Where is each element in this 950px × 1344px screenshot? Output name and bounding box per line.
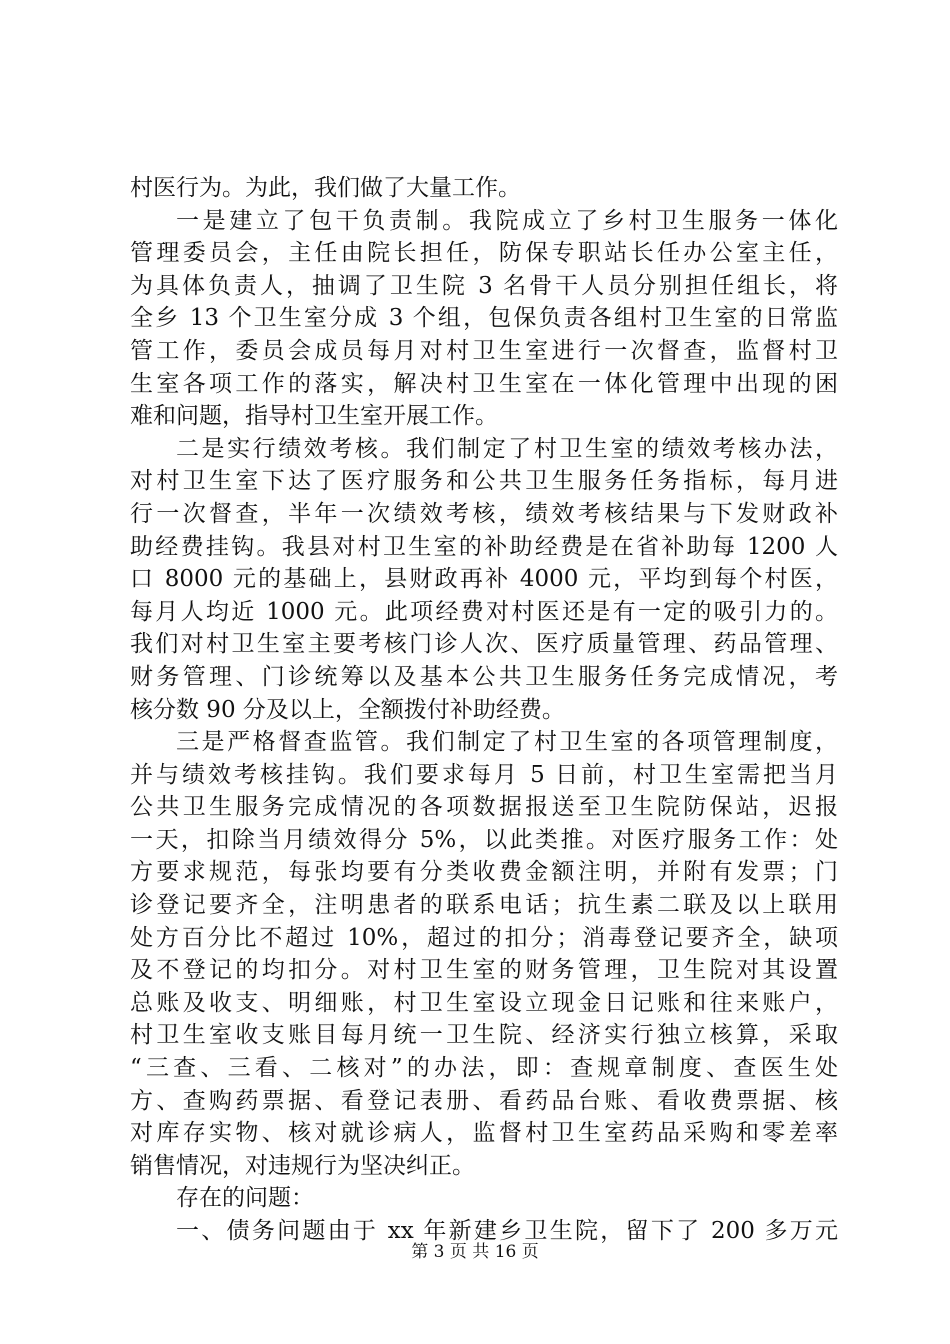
text-line: 村卫生室收支账目每月统一卫生院、经济实行独立核算，采取 <box>130 1022 838 1049</box>
text-line: 村医行为。为此，我们做了大量工作。 <box>130 175 521 201</box>
text-line: 管理委员会，主任由院长担任，防保专职站长任办公室主任， <box>130 240 838 267</box>
text-line: 财务管理、门诊统筹以及基本公共卫生服务任务完成情况，考 <box>130 663 838 690</box>
text-line: 销售情况，对违规行为坚决纠正。 <box>130 1152 475 1179</box>
section-heading: 存在的问题： <box>176 1185 314 1212</box>
text-line: 管工作，委员会成员每月对村卫生室进行一次督查，监督村卫 <box>130 337 838 364</box>
document-body <box>130 172 838 1248</box>
text-line: 公共卫生服务完成情况的各项数据报送至卫生院防保站，迟报 <box>130 794 838 821</box>
text-line: 一、债务问题由于 xx 年新建乡卫生院，留下了 200 多万元 <box>176 1218 838 1244</box>
text-line: 为具体负责人，抽调了卫生院 3 名骨干人员分别担任组长，将 <box>130 272 838 299</box>
text-line: 一是建立了包干负责制。我院成立了乡村卫生服务一体化 <box>176 207 838 234</box>
text-line: 对库存实物、核对就诊病人，监督村卫生室药品采购和零差率 <box>130 1120 838 1147</box>
text-line: 口 8000 元的基础上，县财政再补 4000 元，平均到每个村医， <box>130 566 838 593</box>
text-line: 我们对村卫生室主要考核门诊人次、医疗质量管理、药品管理、 <box>130 631 838 658</box>
page-footer: 第 3 页 共 16 页 <box>411 1242 539 1262</box>
text-line: 每月人均近 1000 元。此项经费对村医还是有一定的吸引力的。 <box>130 598 838 625</box>
text-line: 一天，扣除当月绩效得分 5%，以此类推。对医疗服务工作：处 <box>130 826 838 853</box>
text-line: 总账及收支、明细账，村卫生室设立现金日记账和往来账户， <box>130 989 838 1016</box>
text-line: 处方百分比不超过 10%，超过的扣分；消毒登记要齐全，缺项 <box>130 924 838 951</box>
text-line: “三查、三看、二核对”的办法，即：查规章制度、查医生处 <box>130 1055 838 1082</box>
text-line: 行一次督查，半年一次绩效考核，绩效考核结果与下发财政补 <box>130 500 838 527</box>
text-line: 全乡 13 个卫生室分成 3 个组，包保负责各组村卫生室的日常监 <box>130 305 838 332</box>
text-line: 并与绩效考核挂钩。我们要求每月 5 日前，村卫生室需把当月 <box>130 761 838 788</box>
text-line: 方要求规范，每张均要有分类收费金额注明，并附有发票；门 <box>130 859 838 886</box>
text-line: 核分数 90 分及以上，全额拨付补助经费。 <box>130 696 565 723</box>
text-line: 生室各项工作的落实，解决村卫生室在一体化管理中出现的困 <box>130 370 838 397</box>
text-line: 二是实行绩效考核。我们制定了村卫生室的绩效考核办法， <box>176 435 838 462</box>
text-line: 方、查购药票据、看登记表册、看药品台账、看收费票据、核 <box>130 1087 838 1114</box>
text-line: 助经费挂钩。我县对村卫生室的补助经费是在省补助每 1200 人 <box>130 533 838 560</box>
text-line: 诊登记要齐全，注明患者的联系电话；抗生素二联及以上联用 <box>130 892 838 919</box>
text-line: 及不登记的均扣分。对村卫生室的财务管理，卫生院对其设置 <box>130 957 838 984</box>
text-line: 三是严格督查监管。我们制定了村卫生室的各项管理制度， <box>176 729 838 756</box>
text-line: 难和问题，指导村卫生室开展工作。 <box>130 403 498 430</box>
text-line: 对村卫生室下达了医疗服务和公共卫生服务任务指标，每月进 <box>130 468 838 495</box>
